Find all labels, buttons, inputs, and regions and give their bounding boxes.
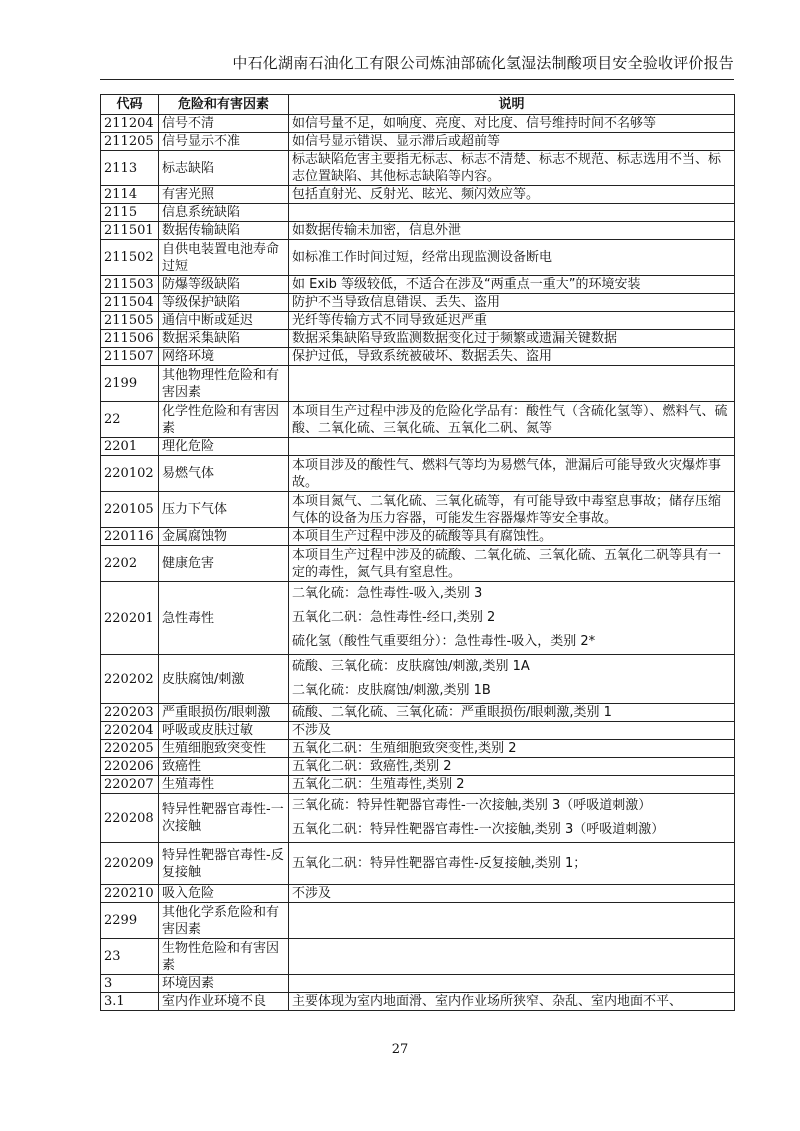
description-line: 如 Exib 等级较低，不适合在涉及“两重点一重大”的环境安装 [292, 277, 641, 292]
row-factor: 有害光照 [159, 186, 289, 204]
row-code: 220116 [101, 528, 159, 546]
row-factor: 理化危险 [159, 438, 289, 456]
row-code: 220209 [101, 843, 159, 885]
row-factor: 标志缺陷 [159, 151, 289, 186]
row-factor: 生殖毒性 [159, 776, 289, 794]
table-row [101, 528, 735, 546]
description-line: 二氧化硫：急性毒性-吸入,类别 3 [292, 586, 483, 601]
row-factor: 特异性靶器官毒性-一次接触 [159, 794, 289, 843]
description-line: 不涉及 [292, 886, 332, 901]
row-description [289, 704, 735, 722]
row-description [289, 794, 735, 843]
row-description [289, 843, 735, 885]
table-row [101, 186, 735, 204]
table-row [101, 402, 735, 438]
column-header-factor: 危险和有害因素 [159, 95, 289, 115]
row-description [289, 402, 735, 438]
row-description [289, 276, 735, 294]
row-code: 22 [101, 402, 159, 438]
row-description [289, 151, 735, 186]
row-factor: 数据采集缺陷 [159, 330, 289, 348]
row-code: 220105 [101, 492, 159, 528]
row-factor: 皮肤腐蚀/刺激 [159, 655, 289, 704]
description-line: 主要体现为室内地面滑、室内作业场所狭窄、杂乱、室内地面不平、 [292, 994, 683, 1009]
table-row [101, 704, 735, 722]
row-factor: 环境因素 [159, 975, 289, 993]
row-code: 220205 [101, 740, 159, 758]
table-row [101, 975, 735, 993]
row-factor: 易燃气体 [159, 456, 289, 492]
description-line: 防护不当导致信息错误、丢失、盗用 [292, 295, 501, 310]
table-row [101, 115, 735, 133]
row-description [289, 186, 735, 204]
row-factor: 严重眼损伤/眼刺激 [159, 704, 289, 722]
row-code: 220208 [101, 794, 159, 843]
row-description [289, 758, 735, 776]
row-factor: 特异性靶器官毒性-反复接触 [159, 843, 289, 885]
row-code: 220210 [101, 885, 159, 903]
row-factor: 通信中断或延迟 [159, 312, 289, 330]
table-row [101, 330, 735, 348]
row-code: 211501 [101, 222, 159, 240]
description-line: 五氧化二矾：生殖细胞致突变性,类别 2 [292, 741, 517, 756]
column-header-code: 代码 [101, 95, 159, 115]
row-description [289, 939, 735, 975]
row-description [289, 133, 735, 151]
description-line: 包括直射光、反射光、眩光、频闪效应等。 [292, 187, 540, 202]
description-line: 硫化氢（酸性气重要组分）：急性毒性-吸入，类别 2* [292, 634, 596, 649]
row-factor: 其他物理性危险和有害因素 [159, 366, 289, 402]
row-description [289, 492, 735, 528]
description-line: 五氧化二矾：特异性靶器官毒性-反复接触,类别 1； [292, 856, 587, 871]
row-factor: 金属腐蚀物 [159, 528, 289, 546]
row-code: 220102 [101, 456, 159, 492]
description-line: 本项目生产过程中涉及的硫酸、二氧化硫、三氧化硫、五氧化二矾等具有一定的毒性，氮气具有窒息性。 [292, 547, 722, 580]
row-factor: 生物性危险和有害因素 [159, 939, 289, 975]
table-row [101, 776, 735, 794]
row-description [289, 348, 735, 366]
row-factor: 防爆等级缺陷 [159, 276, 289, 294]
table-row [101, 222, 735, 240]
row-code: 2201 [101, 438, 159, 456]
row-code: 220206 [101, 758, 159, 776]
description-line: 五氧化二矾：急性毒性-经口,类别 2 [292, 610, 496, 625]
row-description [289, 366, 735, 402]
row-description [289, 312, 735, 330]
row-factor: 数据传输缺陷 [159, 222, 289, 240]
row-code: 2115 [101, 204, 159, 222]
row-description [289, 885, 735, 903]
description-line: 如数据传输未加密，信息外泄 [292, 223, 462, 238]
column-header-description: 说明 [289, 95, 735, 115]
table-row [101, 312, 735, 330]
description-line: 保护过低，导致系统被破坏、数据丢失、盗用 [292, 349, 553, 364]
table-row [101, 438, 735, 456]
row-factor: 压力下气体 [159, 492, 289, 528]
row-factor: 自供电装置电池寿命过短 [159, 240, 289, 276]
table-row [101, 794, 735, 843]
row-code: 220203 [101, 704, 159, 722]
description-line: 如标准工作时间过短，经常出现监测设备断电 [292, 250, 553, 265]
description-line: 数据采集缺陷导致监测数据变化过于频繁或遗漏关键数据 [292, 331, 618, 346]
row-factor: 室内作业环境不良 [159, 993, 289, 1011]
row-description [289, 204, 735, 222]
description-line: 五氧化二矾：致癌性,类别 2 [292, 759, 452, 774]
table-row [101, 366, 735, 402]
row-description [289, 722, 735, 740]
table-row [101, 758, 735, 776]
description-line: 如信号量不足，如响度、亮度、对比度、信号维持时间不名够等 [292, 116, 657, 131]
row-factor: 致癌性 [159, 758, 289, 776]
row-code: 211506 [101, 330, 159, 348]
table-row [101, 843, 735, 885]
table-row [101, 204, 735, 222]
page-header: 中石化湖南石油化工有限公司炼油部硫化氢湿法制酸项目安全验收评价报告 [100, 52, 734, 80]
row-factor: 健康危害 [159, 546, 289, 582]
table-row [101, 294, 735, 312]
description-line: 硫酸、三氧化硫：皮肤腐蚀/刺激,类别 1A [292, 659, 530, 674]
row-code: 220201 [101, 582, 159, 655]
row-code: 211504 [101, 294, 159, 312]
row-factor: 等级保护缺陷 [159, 294, 289, 312]
table-row [101, 885, 735, 903]
row-description [289, 582, 735, 655]
row-description [289, 655, 735, 704]
description-line: 不涉及 [292, 723, 332, 738]
description-line: 本项目生产过程中涉及的硫酸等具有腐蚀性。 [292, 529, 553, 544]
row-description [289, 438, 735, 456]
row-factor: 信息系统缺陷 [159, 204, 289, 222]
row-description [289, 456, 735, 492]
description-line: 五氧化二矾：生殖毒性,类别 2 [292, 777, 465, 792]
table-row [101, 655, 735, 704]
row-factor: 急性毒性 [159, 582, 289, 655]
row-code: 23 [101, 939, 159, 975]
description-line: 标志缺陷危害主要指无标志、标志不清楚、标志不规范、标志选用不当、标志位置缺陷、其他标志缺陷等内容。 [292, 152, 722, 184]
row-description [289, 330, 735, 348]
row-code: 211503 [101, 276, 159, 294]
row-factor: 吸入危险 [159, 885, 289, 903]
row-code: 2299 [101, 903, 159, 939]
row-description [289, 993, 735, 1011]
row-code: 220202 [101, 655, 159, 704]
row-description [289, 546, 735, 582]
row-factor: 呼吸或皮肤过敏 [159, 722, 289, 740]
description-line: 如信号显示错误、显示滞后或超前等 [292, 134, 501, 149]
table-header-row [101, 95, 735, 115]
row-description [289, 975, 735, 993]
row-code: 2199 [101, 366, 159, 402]
row-factor: 网络环境 [159, 348, 289, 366]
row-code: 211505 [101, 312, 159, 330]
table-row [101, 993, 735, 1011]
table-row [101, 546, 735, 582]
description-line: 二氧化硫：皮肤腐蚀/刺激,类别 1B [292, 683, 491, 698]
row-code: 211205 [101, 133, 159, 151]
row-description [289, 115, 735, 133]
row-factor: 信号显示不准 [159, 133, 289, 151]
description-line: 本项目氮气、二氧化硫、三氧化硫等，有可能导致中毒窒息事故；储存压缩气体的设备为压力容器，可能发生容器爆炸等安全事故。 [292, 493, 722, 526]
page-number: 27 [391, 1042, 409, 1057]
row-factor: 信号不清 [159, 115, 289, 133]
table-row [101, 348, 735, 366]
description-line: 本项目生产过程中涉及的危险化学品有：酸性气（含硫化氢等）、燃料气、硫酸、二氧化硫、三氧化硫、五氧化二矾、氮等 [292, 403, 728, 436]
description-line: 硫酸、二氧化硫、三氧化硫：严重眼损伤/眼刺激,类别 1 [292, 705, 612, 720]
row-code: 2202 [101, 546, 159, 582]
description-line: 光纤等传输方式不同导致延迟严重 [292, 313, 488, 328]
table-row [101, 240, 735, 276]
row-description [289, 294, 735, 312]
table-row [101, 133, 735, 151]
row-factor: 生殖细胞致突变性 [159, 740, 289, 758]
hazard-table [100, 94, 735, 1011]
table-row [101, 722, 735, 740]
table-row [101, 456, 735, 492]
row-code: 220207 [101, 776, 159, 794]
row-code: 3 [101, 975, 159, 993]
row-code: 220204 [101, 722, 159, 740]
description-line: 本项目涉及的酸性气、燃料气等均为易燃气体，泄漏后可能导致火灾爆炸事故。 [292, 457, 722, 490]
description-line: 三氧化硫：特异性靶器官毒性-一次接触,类别 3（呼吸道刺激） [292, 798, 652, 813]
description-line: 五氧化二矾：特异性靶器官毒性-一次接触,类别 3（呼吸道刺激） [292, 822, 665, 837]
row-code: 211204 [101, 115, 159, 133]
table-row [101, 492, 735, 528]
row-description [289, 776, 735, 794]
table-row [101, 276, 735, 294]
table-row [101, 582, 735, 655]
row-description [289, 222, 735, 240]
row-factor: 其他化学系危险和有害因素 [159, 903, 289, 939]
row-description [289, 903, 735, 939]
row-description [289, 740, 735, 758]
row-code: 2114 [101, 186, 159, 204]
table-row [101, 939, 735, 975]
table-row [101, 903, 735, 939]
row-factor: 化学性危险和有害因素 [159, 402, 289, 438]
table-row [101, 740, 735, 758]
row-code: 3.1 [101, 993, 159, 1011]
row-code: 211502 [101, 240, 159, 276]
table-row [101, 151, 735, 186]
row-code: 2113 [101, 151, 159, 186]
row-code: 211507 [101, 348, 159, 366]
row-description [289, 240, 735, 276]
row-description [289, 528, 735, 546]
